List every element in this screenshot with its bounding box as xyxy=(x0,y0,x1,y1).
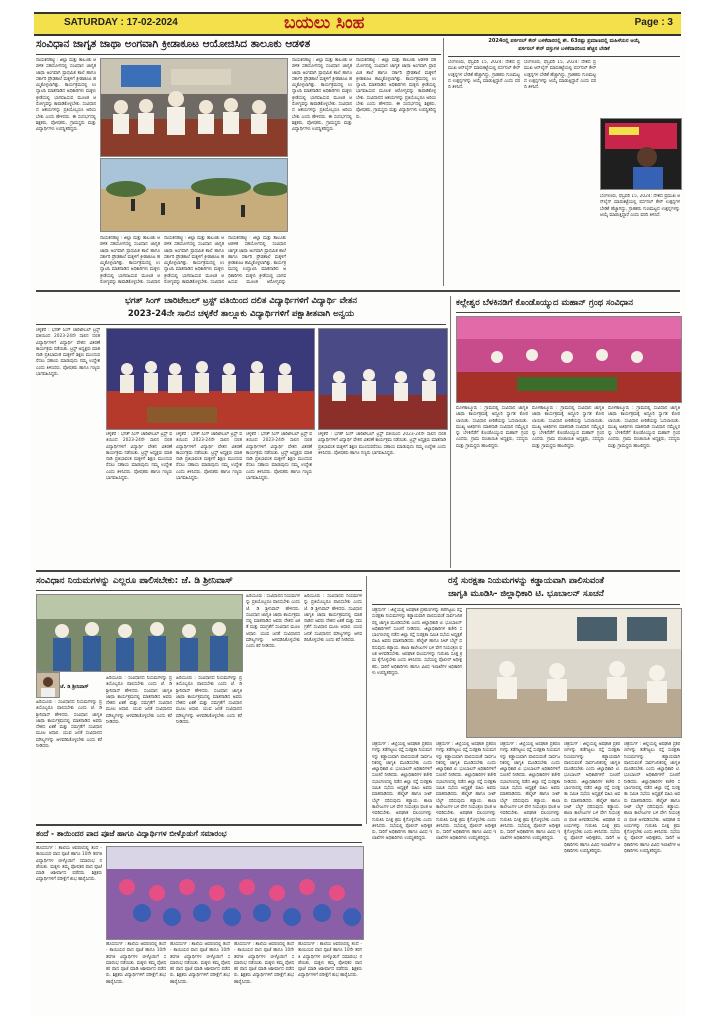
article-body-cont: ನಾಯಕನಹಟ್ಟಿ : ಜಿಲ್ಲಾ ಮತ್ತು ತಾಲೂಕು ಆಡಳಿತ ಸಹಯೋಗದಲ್ಲಿ ಸಂವಿಧಾನ ಜಾಗೃತ ಜಾಥಾ ಅಂಗವಾಗಿ ಪ್ರಾಥಮಿಕ ಶಾಲೆ ಹಾಗೂ ಸರ್ಕಾರಿ ಪ್ರೌಢಶಾಲೆ ಮಕ್ಕಳಿಗೆ ಕ್ರೀಡಾಕೂಟ ಹಮ್ಮಿಕೊಳ್ಳಲಾಗಿತ್ತು. ಕಾರ್ಯಕ್ರಮದಲ್ಲಿ ಉದ್ಘಾಟಿಸಿ ಮಾತನಾಡಿದ ಅಧಿಕಾರಿಗಳು ಮಕ್ಕಳು ಕ್ರೀಡೆಯಲ್ಲಿ ಭಾಗವಹಿಸುವ ಮೂಲಕ ಆರೋಗ್ಯವನ್ನು ಕಾಪಾಡಿಕೊಳ್ಳಬೇಕು. ಸಂವಿಧಾನದ ಆಶಯಗಳನ್ನು ಪ್ರತಿಯೊಬ್ಬರೂ ಅರಿಯಬೇಕು ಎಂದು ಹೇಳಿದರು. ಈ ಸಂದರ್ಭದಲ್ಲಿ ಶಿಕ್ಷಕರು, ಪೋಷಕರು, ಗ್ರಾಮಸ್ಥರು ಮತ್ತು ವಿದ್ಯಾರ್ಥಿಗಳು ಉಪಸ್ಥಿತರಿದ್ದರು. xyxy=(292,58,352,133)
article-body-cont: ಹೊಸದುರ್ಗ : ಶಾಲೆಯ ಆವರಣದಲ್ಲಿ ತಂದೆ - ತಾಯಿಯರ ಪಾದ ಪೂಜೆ ಹಾಗೂ 10ನೇ ತರಗತಿ ವಿದ್ಯಾರ್ಥಿಗಳ ಬೀಳ್ಕೊಡುಗೆ ಸಮಾರಂಭ ನಡೆಯಿತು. ಮಕ್ಕಳು ತಮ್ಮ ಪೋಷಕರ ಪಾದ ಪೂಜೆ ಮಾಡಿ ಆಶೀರ್ವಾದ ಪಡೆದರು. ಶಿಕ್ಷಕರು ವಿದ್ಯಾರ್ಥಿಗಳಿಗೆ ಪರೀಕ್ಷೆಗೆ ಶುಭ ಹಾರೈಸಿದರು. xyxy=(106,942,166,985)
article-body: ಮೊಳಕಾಲ್ಮೂರು : ಗ್ರಾಮದಲ್ಲಿ ಸಂವಿಧಾನ ಜಾಗೃತಿ ಜಾಥಾ ಕಾರ್ಯಕ್ರಮಕ್ಕೆ ಅದ್ದೂರಿ ಸ್ವಾಗತ ಕೋರಲಾಯಿತು. ಸಂವಿಧಾನ ಪೀಠಿಕೆಯನ್ನು ಓದಲಾಯಿತು. ಮುಖ್ಯ ಅತಿಥಿಗಳು ಮಾತನಾಡಿ ಸಂವಿಧಾನ ನಮ್ಮೆಲ್ಲರನ್ನು ಬೆಳಕಿನೆಡೆಗೆ ಕೊಂಡೊಯ್ಯುವ ಮಹಾನ್ ಗ್ರಂಥ ಎಂದರು. ಗ್ರಾಮ ಪಂಚಾಯಿತಿ ಅಧ್ಯಕ್ಷರು, ಸದಸ್ಯರು ಮತ್ತು ಗ್ರಾಮಸ್ಥರು ಹಾಜರಿದ್ದರು. xyxy=(456,406,528,449)
article-body-cont: ಹೊಸದುರ್ಗ : ಶಾಲೆಯ ಆವರಣದಲ್ಲಿ ತಂದೆ - ತಾಯಿಯರ ಪಾದ ಪೂಜೆ ಹಾಗೂ 10ನೇ ತರಗತಿ ವಿದ್ಯಾರ್ಥಿಗಳ ಬೀಳ್ಕೊಡುಗೆ ಸಮಾರಂಭ ನಡೆಯಿತು. ಮಕ್ಕಳು ತಮ್ಮ ಪೋಷಕರ ಪಾದ ಪೂಜೆ ಮಾಡಿ ಆಶೀರ್ವಾದ ಪಡೆದರು. ಶಿಕ್ಷಕರು ವಿದ್ಯಾರ್ಥಿಗಳಿಗೆ ಪರೀಕ್ಷೆಗೆ ಶುಭ ಹಾರೈಸಿದರು. xyxy=(298,942,362,979)
article-body-cont: ಹೊಸದುರ್ಗ : ಶಾಲೆಯ ಆವರಣದಲ್ಲಿ ತಂದೆ - ತಾಯಿಯರ ಪಾದ ಪೂಜೆ ಹಾಗೂ 10ನೇ ತರಗತಿ ವಿದ್ಯಾರ್ಥಿಗಳ ಬೀಳ್ಕೊಡುಗೆ ಸಮಾರಂಭ ನಡೆಯಿತು. ಮಕ್ಕಳು ತಮ್ಮ ಪೋಷಕರ ಪಾದ ಪೂಜೆ ಮಾಡಿ ಆಶೀರ್ವಾದ ಪಡೆದರು. ಶಿಕ್ಷಕರು ವಿದ್ಯಾರ್ಥಿಗಳಿಗೆ ಪರೀಕ್ಷೆಗೆ ಶುಭ ಹಾರೈಸಿದರು. xyxy=(170,942,230,985)
article-body-cont: ನಾಯಕನಹಟ್ಟಿ : ಜಿಲ್ಲಾ ಮತ್ತು ತಾಲೂಕು ಆಡಳಿತ ಸಹಯೋಗದಲ್ಲಿ ಸಂವಿಧಾನ ಜಾಗೃತ ಜಾಥಾ ಅಂಗವಾಗಿ ಪ್ರಾಥಮಿಕ ಶಾಲೆ ಹಾಗೂ ಸರ್ಕಾರಿ ಪ್ರೌಢಶಾಲೆ ಮಕ್ಕಳಿಗೆ ಕ್ರೀಡಾಕೂಟ ಹಮ್ಮಿಕೊಳ್ಳಲಾಗಿತ್ತು. ಕಾರ್ಯಕ್ರಮದಲ್ಲಿ ಉದ್ಘಾಟಿಸಿ ಮಾತನಾಡಿದ ಅಧಿಕಾರಿಗಳು ಮಕ್ಕಳು ಕ್ರೀಡೆಯಲ್ಲಿ ಭಾಗವಹಿಸುವ ಮೂಲಕ ಆರೋಗ್ಯವನ್ನು ಕಾಪಾಡಿಕೊಳ್ಳಬೇಕು. ಸಂವಿಧಾನ xyxy=(100,236,160,286)
article-body-cont: ಚಿತ್ರದುರ್ಗ : ಜಿಲ್ಲೆಯಲ್ಲಿ ಅಪಘಾತ ಪ್ರಕರಣಗಳನ್ನು ತಡೆಗಟ್ಟಲು ರಸ್ತೆ ಸುರಕ್ಷತಾ ನಿಯಮಗಳನ್ನು ಕಡ್ಡಾಯವಾಗಿ ಪಾಲಿಸುವಂತೆ ಸಾರ್ವಜನಿಕರಲ್ಲಿ ಜಾಗೃತಿ ಮೂಡಿಸಬೇಕು ಎಂದು ಜಿಲ್ಲಾಧಿಕಾರಿ ಟಿ. ಭೂಬಾಲನ್ ಅಧಿಕಾರಿಗಳಿಗೆ ಸೂಚನೆ ನೀಡಿದರು. ಜಿಲ್ಲಾಧಿಕಾರಿಗಳ ಕಚೇರಿ ಸಭಾಂಗಣದಲ್ಲಿ ನಡೆದ ಜಿಲ್ಲಾ ರಸ್ತೆ ಸುರಕ್ಷತಾ ಸಮಿತಿ ಸಭೆಯ ಅಧ್ಯಕ್ಷತೆ ವಹಿಸಿ ಅವರು ಮಾತನಾಡಿದರು. ಹೆಲ್ಮೆಟ್ ಹಾಗೂ ಸೀಟ್ ಬೆಲ್ಟ್ ಧರಿಸುವುದು ಕಡ್ಡಾಯ. ಶಾಲಾ ಕಾಲೇಜುಗಳ ಬಳಿ ವೇಗ ನಿಯಂತ್ರಣ ಫಲಕ ಅಳವಡಿಸಬೇಕು. ಅಪಘಾತ ವಲಯಗಳನ್ನು ಗುರುತಿಸಿ ಸೂಕ್ತ ಕ್ರಮ ಕೈಗೊಳ್ಳಬೇಕು ಎಂದು ತಿಳಿಸಿದರು. ಸಭೆಯಲ್ಲಿ ಪೊಲೀಸ್ ಅಧೀಕ್ಷಕರು, ಸಾರಿಗೆ ಅಧಿಕಾರಿಗಳು ಹಾಗೂ ವಿವಿಧ ಇಲಾಖೆಗಳ ಅಧಿಕಾರಿಗಳು ಉಪಸ್ಥಿತರಿದ್ದರು. xyxy=(436,742,496,842)
headline-ad-news-1: 2024ರಲ್ಲಿ ಪರ್ಸನಲ್ ಕೇರ್ ಬಳಕೆದಾರರಲ್ಲಿ ಶೇ. 63ರಷ್ಟು ಪ್ರಮಾಣದಲ್ಲಿ ಮಹಿಳೆಯರ ಆಯ್ಕೆ xyxy=(488,38,640,44)
article-body: ಚಳ್ಳಕೆರೆ : ಭಗತ್ ಸಿಂಗ್ ಚಾರಿಟೇಬಲ್ ಟ್ರಸ್ಟ್ ವತಿಯಿಂದ 2023-24ನೇ ಸಾಲಿನ ದಲಿತ ವಿದ್ಯಾರ್ಥಿಗಳಿಗೆ ವಿದ್ಯಾರ್ಥಿ ವೇತನ ವಿತರಣೆ ಕಾರ್ಯಕ್ರಮ ನಡೆಯಿತು. ಟ್ರಸ್ಟ್ ಅಧ್ಯಕ್ಷರು ಮಾತನಾಡಿ ಪ್ರತಿಭಾವಂತ ಮಕ್ಕಳಿಗೆ ಶಿಕ್ಷಣ ಮುಂದುವರೆಸಲು ಸಹಾಯ ಮಾಡುವುದು ನಮ್ಮ ಉದ್ದೇಶ ಎಂದು ತಿಳಿಸಿದರು. ಪೋಷಕರು ಹಾಗೂ ಗಣ್ಯರು ಭಾಗವಹಿಸಿದ್ದರು. xyxy=(36,328,100,378)
article-body-cont: ಚಳ್ಳಕೆರೆ : ಭಗತ್ ಸಿಂಗ್ ಚಾರಿಟೇಬಲ್ ಟ್ರಸ್ಟ್ ವತಿಯಿಂದ 2023-24ನೇ ಸಾಲಿನ ದಲಿತ ವಿದ್ಯಾರ್ಥಿಗಳಿಗೆ ವಿದ್ಯಾರ್ಥಿ ವೇತನ ವಿತರಣೆ ಕಾರ್ಯಕ್ರಮ ನಡೆಯಿತು. ಟ್ರಸ್ಟ್ ಅಧ್ಯಕ್ಷರು ಮಾತನಾಡಿ ಪ್ರತಿಭಾವಂತ ಮಕ್ಕಳಿಗೆ ಶಿಕ್ಷಣ ಮುಂದುವರೆಸಲು ಸಹಾಯ ಮಾಡುವುದು ನಮ್ಮ ಉದ್ದೇಶ ಎಂದು ತಿಳಿಸಿದರು. ಪೋಷಕರು ಹಾಗೂ ಗಣ್ಯರು ಭಾಗವಹಿಸಿದ್ದರು. xyxy=(176,432,242,482)
photo-sports-ground xyxy=(100,158,288,232)
article-body-cont: ಚಳ್ಳಕೆರೆ : ಭಗತ್ ಸಿಂಗ್ ಚಾರಿಟೇಬಲ್ ಟ್ರಸ್ಟ್ ವತಿಯಿಂದ 2023-24ನೇ ಸಾಲಿನ ದಲಿತ ವಿದ್ಯಾರ್ಥಿಗಳಿಗೆ ವಿದ್ಯಾರ್ಥಿ ವೇತನ ವಿತರಣೆ ಕಾರ್ಯಕ್ರಮ ನಡೆಯಿತು. ಟ್ರಸ್ಟ್ ಅಧ್ಯಕ್ಷರು ಮಾತನಾಡಿ ಪ್ರತಿಭಾವಂತ ಮಕ್ಕಳಿಗೆ ಶಿಕ್ಷಣ ಮುಂದುವರೆಸಲು ಸಹಾಯ ಮಾಡುವುದು ನಮ್ಮ ಉದ್ದೇಶ ಎಂದು ತಿಳಿಸಿದರು. ಪೋಷಕರು ಹಾಗೂ ಗಣ್ಯರು ಭಾಗವಹಿಸಿದ್ದರು. xyxy=(106,432,172,482)
article-body-cont: ಹಿರಿಯೂರು : ಸಂವಿಧಾನದ ನಿಯಮಗಳನ್ನು ಪ್ರತಿಯೊಬ್ಬರೂ ಪಾಲಿಸಬೇಕು ಎಂದು ಜೆ. ಡಿ ಶ್ರೀನಿವಾಸ್ ಹೇಳಿದರು. ಸಂವಿಧಾನ ಜಾಗೃತಿ ಜಾಥಾ ಕಾರ್ಯಕ್ರಮದಲ್ಲಿ ಮಾತನಾಡಿದ ಅವರು ದೇಶದ ಏಕತೆ ಮತ್ತು ಸಮಗ್ರತೆಗೆ ಸಂವಿಧಾನ ಮೂಲ ಆಧಾರ. ಯುವ ಜನತೆ ಸಂವಿಧಾನದ ಮೌಲ್ಯಗಳನ್ನು ಅಳವಡಿಸಿಕೊಳ್ಳಬೇಕು ಎಂದು ಕರೆ ನೀಡಿದರು. xyxy=(106,676,172,726)
headline-raste-suraksha-1: ರಸ್ತೆ ಸುರಕ್ಷತಾ ನಿಯಮಗಳನ್ನು ಕಡ್ಡಾಯವಾಗಿ ಪಾಲಿಸುವಂತೆ xyxy=(448,576,604,586)
photo-woman-with-product-banner xyxy=(600,118,682,190)
divider xyxy=(456,312,680,313)
article-body-cont: ನಾಯಕನಹಟ್ಟಿ : ಜಿಲ್ಲಾ ಮತ್ತು ತಾಲೂಕು ಆಡಳಿತ ಸಹಯೋಗದಲ್ಲಿ ಸಂವಿಧಾನ ಜಾಗೃತ ಜಾಥಾ ಅಂಗವಾಗಿ ಪ್ರಾಥಮಿಕ ಶಾಲೆ ಹಾಗೂ ಸರ್ಕಾರಿ ಪ್ರೌಢಶಾಲೆ ಮಕ್ಕಳಿಗೆ ಕ್ರೀಡಾಕೂಟ ಹಮ್ಮಿಕೊಳ್ಳಲಾಗಿತ್ತು. ಕಾರ್ಯಕ್ರಮದಲ್ಲಿ ಉದ್ಘಾಟಿಸಿ ಮಾತನಾಡಿದ ಅಧಿಕಾರಿಗಳು ಮಕ್ಕಳು ಕ್ರೀಡೆಯಲ್ಲಿ ಭಾಗವಹಿಸುವ ಮೂಲಕ ಆರೋಗ್ಯವನ್ನು ಕಾಪಾಡಿಕೊಳ್ಳಬೇಕು. ಸಂವಿಧಾನದ ಆಶಯಗಳನ್ನು ಪ್ರತಿಯೊಬ್ಬರೂ ಅರಿಯಬೇಕು ಎಂದು ಹೇಳಿದರು. ಈ ಸಂದರ್ಭದಲ್ಲಿ ಶಿಕ್ಷಕರು, ಪೋಷಕರು, ಗ್ರಾಮಸ್ಥರು ಮತ್ತು ವಿದ್ಯಾರ್ಥಿಗಳು ಉಪಸ್ಥಿತರಿದ್ದರು. xyxy=(356,58,436,120)
headline-srinivas: ಸಂವಿಧಾನ ನಿಯಮಗಳನ್ನು ಎಲ್ಲರೂ ಪಾಲಿಸಬೇಕು: ಜೆ. ಡಿ ಶ್ರೀನಿವಾಸ್ xyxy=(36,576,233,586)
newspaper-title: ಬಯಲು ಸಿಂಹ xyxy=(284,13,365,33)
article-body: ನಾಯಕನಹಟ್ಟಿ : ಜಿಲ್ಲಾ ಮತ್ತು ತಾಲೂಕು ಆಡಳಿತ ಸಹಯೋಗದಲ್ಲಿ ಸಂವಿಧಾನ ಜಾಗೃತ ಜಾಥಾ ಅಂಗವಾಗಿ ಪ್ರಾಥಮಿಕ ಶಾಲೆ ಹಾಗೂ ಸರ್ಕಾರಿ ಪ್ರೌಢಶಾಲೆ ಮಕ್ಕಳಿಗೆ ಕ್ರೀಡಾಕೂಟ ಹಮ್ಮಿಕೊಳ್ಳಲಾಗಿತ್ತು. ಕಾರ್ಯಕ್ರಮದಲ್ಲಿ ಉದ್ಘಾಟಿಸಿ ಮಾತನಾಡಿದ ಅಧಿಕಾರಿಗಳು ಮಕ್ಕಳು ಕ್ರೀಡೆಯಲ್ಲಿ ಭಾಗವಹಿಸುವ ಮೂಲಕ ಆರೋಗ್ಯವನ್ನು ಕಾಪಾಡಿಕೊಳ್ಳಬೇಕು. ಸಂವಿಧಾನದ ಆಶಯಗಳನ್ನು ಪ್ರತಿಯೊಬ್ಬರೂ ಅರಿಯಬೇಕು ಎಂದು ಹೇಳಿದರು. ಈ ಸಂದರ್ಭದಲ್ಲಿ ಶಿಕ್ಷಕರು, ಪೋಷಕರು, ಗ್ರಾಮಸ್ಥರು ಮತ್ತು ವಿದ್ಯಾರ್ಥಿಗಳು ಉಪಸ್ಥಿತರಿದ್ದರು. xyxy=(36,58,96,133)
headline-ad-news-2: ಪರ್ಸನಲ್ ಕೇರ್ ವಸ್ತುಗಳ ಬಳಕೆದಾರರಿಂದ ಹೆಚ್ಚಿನ ಬೇಡಿಕೆ xyxy=(518,46,610,52)
photo-road-safety-meeting xyxy=(466,608,682,738)
article-body-cont: ಚಿತ್ರದುರ್ಗ : ಜಿಲ್ಲೆಯಲ್ಲಿ ಅಪಘಾತ ಪ್ರಕರಣಗಳನ್ನು ತಡೆಗಟ್ಟಲು ರಸ್ತೆ ಸುರಕ್ಷತಾ ನಿಯಮಗಳನ್ನು ಕಡ್ಡಾಯವಾಗಿ ಪಾಲಿಸುವಂತೆ ಸಾರ್ವಜನಿಕರಲ್ಲಿ ಜಾಗೃತಿ ಮೂಡಿಸಬೇಕು ಎಂದು ಜಿಲ್ಲಾಧಿಕಾರಿ ಟಿ. ಭೂಬಾಲನ್ ಅಧಿಕಾರಿಗಳಿಗೆ ಸೂಚನೆ ನೀಡಿದರು. ಜಿಲ್ಲಾಧಿಕಾರಿಗಳ ಕಚೇರಿ ಸಭಾಂಗಣದಲ್ಲಿ ನಡೆದ ಜಿಲ್ಲಾ ರಸ್ತೆ ಸುರಕ್ಷತಾ ಸಮಿತಿ ಸಭೆಯ ಅಧ್ಯಕ್ಷತೆ ವಹಿಸಿ ಅವರು ಮಾತನಾಡಿದರು. ಹೆಲ್ಮೆಟ್ ಹಾಗೂ ಸೀಟ್ ಬೆಲ್ಟ್ ಧರಿಸುವುದು ಕಡ್ಡಾಯ. ಶಾಲಾ ಕಾಲೇಜುಗಳ ಬಳಿ ವೇಗ ನಿಯಂತ್ರಣ ಫಲಕ ಅಳವಡಿಸಬೇಕು. ಅಪಘಾತ ವಲಯಗಳನ್ನು ಗುರುತಿಸಿ ಸೂಕ್ತ ಕ್ರಮ ಕೈಗೊಳ್ಳಬೇಕು ಎಂದು ತಿಳಿಸಿದರು. ಸಭೆಯಲ್ಲಿ ಪೊಲೀಸ್ ಅಧೀಕ್ಷಕರು, ಸಾರಿಗೆ ಅಧಿಕಾರಿಗಳು ಹಾಗೂ ವಿವಿಧ ಇಲಾಖೆಗಳ ಅಧಿಕಾರಿಗಳು ಉಪಸ್ಥಿತರಿದ್ದರು. xyxy=(564,742,620,855)
article-body-cont: ನಾಯಕನಹಟ್ಟಿ : ಜಿಲ್ಲಾ ಮತ್ತು ತಾಲೂಕು ಆಡಳಿತ ಸಹಯೋಗದಲ್ಲಿ ಸಂವಿಧಾನ ಜಾಗೃತ ಜಾಥಾ ಅಂಗವಾಗಿ ಪ್ರಾಥಮಿಕ ಶಾಲೆ ಹಾಗೂ ಸರ್ಕಾರಿ ಪ್ರೌಢಶಾಲೆ ಮಕ್ಕಳಿಗೆ ಕ್ರೀಡಾಕೂಟ ಹಮ್ಮಿಕೊಳ್ಳಲಾಗಿತ್ತು. ಕಾರ್ಯಕ್ರಮದಲ್ಲಿ ಉದ್ಘಾಟಿಸಿ ಮಾತನಾಡಿದ ಅಧಿಕಾರಿಗಳು ಮಕ್ಕಳು ಕ್ರೀಡೆಯಲ್ಲಿ ಭಾಗವಹಿಸುವ ಮೂಲಕ ಆರೋಗ್ಯವನ್ನು ಕಾಪಾಡಿಕೊಳ್ಳಬೇಕು. ಸಂವಿಧಾನ xyxy=(164,236,224,286)
divider xyxy=(36,324,446,325)
photo-caption: ಜೆ. ಡಿ ಶ್ರೀನಿವಾಸ್ xyxy=(60,684,89,690)
article-body-cont: ಮೊಳಕಾಲ್ಮೂರು : ಗ್ರಾಮದಲ್ಲಿ ಸಂವಿಧಾನ ಜಾಗೃತಿ ಜಾಥಾ ಕಾರ್ಯಕ್ರಮಕ್ಕೆ ಅದ್ದೂರಿ ಸ್ವಾಗತ ಕೋರಲಾಯಿತು. ಸಂವಿಧಾನ ಪೀಠಿಕೆಯನ್ನು ಓದಲಾಯಿತು. ಮುಖ್ಯ ಅತಿಥಿಗಳು ಮಾತನಾಡಿ ಸಂವಿಧಾನ ನಮ್ಮೆಲ್ಲರನ್ನು ಬೆಳಕಿನೆಡೆಗೆ ಕೊಂಡೊಯ್ಯುವ ಮಹಾನ್ ಗ್ರಂಥ ಎಂದರು. ಗ್ರಾಮ ಪಂಚಾಯಿತಿ ಅಧ್ಯಕ್ಷರು, ಸದಸ್ಯರು ಮತ್ತು ಗ್ರಾಮಸ್ಥರು ಹಾಜರಿದ್ದರು. xyxy=(608,406,680,449)
article-body-cont: ಹಿರಿಯೂರು : ಸಂವಿಧಾನದ ನಿಯಮಗಳನ್ನು ಪ್ರತಿಯೊಬ್ಬರೂ ಪಾಲಿಸಬೇಕು ಎಂದು ಜೆ. ಡಿ ಶ್ರೀನಿವಾಸ್ ಹೇಳಿದರು. ಸಂವಿಧಾನ ಜಾಗೃತಿ ಜಾಥಾ ಕಾರ್ಯಕ್ರಮದಲ್ಲಿ ಮಾತನಾಡಿದ ಅವರು ದೇಶದ ಏಕತೆ ಮತ್ತು ಸಮಗ್ರತೆಗೆ ಸಂವಿಧಾನ ಮೂಲ ಆಧಾರ. ಯುವ ಜನತೆ ಸಂವಿಧಾನದ ಮೌಲ್ಯಗಳನ್ನು ಅಳವಡಿಸಿಕೊಳ್ಳಬೇಕು ಎಂದು ಕರೆ ನೀಡಿದರು. xyxy=(246,594,300,650)
headline-bhagath-singh-1: ಭಗತ್ ಸಿಂಗ್ ಚಾರಿಟೇಬಲ್ ಟ್ರಸ್ಟ್ ವತಿಯಿಂದ ದಲಿತ ವಿದ್ಯಾರ್ಥಿಗಳಿಗೆ ವಿದ್ಯಾರ್ಥಿ ವೇತನ xyxy=(125,296,357,306)
masthead xyxy=(34,12,681,36)
article-body-cont: ಹೊಸದುರ್ಗ : ಶಾಲೆಯ ಆವರಣದಲ್ಲಿ ತಂದೆ - ತಾಯಿಯರ ಪಾದ ಪೂಜೆ ಹಾಗೂ 10ನೇ ತರಗತಿ ವಿದ್ಯಾರ್ಥಿಗಳ ಬೀಳ್ಕೊಡುಗೆ ಸಮಾರಂಭ ನಡೆಯಿತು. ಮಕ್ಕಳು ತಮ್ಮ ಪೋಷಕರ ಪಾದ ಪೂಜೆ ಮಾಡಿ ಆಶೀರ್ವಾದ ಪಡೆದರು. ಶಿಕ್ಷಕರು ವಿದ್ಯಾರ್ಥಿಗಳಿಗೆ ಪರೀಕ್ಷೆಗೆ ಶುಭ ಹಾರೈಸಿದರು. xyxy=(234,942,294,985)
newspaper-page xyxy=(30,8,685,1016)
article-body: ಹಿರಿಯೂರು : ಸಂವಿಧಾನದ ನಿಯಮಗಳನ್ನು ಪ್ರತಿಯೊಬ್ಬರೂ ಪಾಲಿಸಬೇಕು ಎಂದು ಜೆ. ಡಿ ಶ್ರೀನಿವಾಸ್ ಹೇಳಿದರು. ಸಂವಿಧಾನ ಜಾಗೃತಿ ಜಾಥಾ ಕಾರ್ಯಕ್ರಮದಲ್ಲಿ ಮಾತನಾಡಿದ ಅವರು ದೇಶದ ಏಕತೆ ಮತ್ತು ಸಮಗ್ರತೆಗೆ ಸಂವಿಧಾನ ಮೂಲ ಆಧಾರ. ಯುವ ಜನತೆ ಸಂವಿಧಾನದ ಮೌಲ್ಯಗಳನ್ನು ಅಳವಡಿಸಿಕೊಳ್ಳಬೇಕು ಎಂದು ಕರೆ ನೀಡಿದರು. xyxy=(36,700,102,750)
article-body-cont: ಮೊಳಕಾಲ್ಮೂರು : ಗ್ರಾಮದಲ್ಲಿ ಸಂವಿಧಾನ ಜಾಗೃತಿ ಜಾಥಾ ಕಾರ್ಯಕ್ರಮಕ್ಕೆ ಅದ್ದೂರಿ ಸ್ವಾಗತ ಕೋರಲಾಯಿತು. ಸಂವಿಧಾನ ಪೀಠಿಕೆಯನ್ನು ಓದಲಾಯಿತು. ಮುಖ್ಯ ಅತಿಥಿಗಳು ಮಾತನಾಡಿ ಸಂವಿಧಾನ ನಮ್ಮೆಲ್ಲರನ್ನು ಬೆಳಕಿನೆಡೆಗೆ ಕೊಂಡೊಯ್ಯುವ ಮಹಾನ್ ಗ್ರಂಥ ಎಂದರು. ಗ್ರಾಮ ಪಂಚಾಯಿತಿ ಅಧ್ಯಕ್ಷರು, ಸದಸ್ಯರು ಮತ್ತು ಗ್ರಾಮಸ್ಥರು ಹಾಜರಿದ್ದರು. xyxy=(532,406,604,449)
article-body: ಚಿತ್ರದುರ್ಗ : ಜಿಲ್ಲೆಯಲ್ಲಿ ಅಪಘಾತ ಪ್ರಕರಣಗಳನ್ನು ತಡೆಗಟ್ಟಲು ರಸ್ತೆ ಸುರಕ್ಷತಾ ನಿಯಮಗಳನ್ನು ಕಡ್ಡಾಯವಾಗಿ ಪಾಲಿಸುವಂತೆ ಸಾರ್ವಜನಿಕರಲ್ಲಿ ಜಾಗೃತಿ ಮೂಡಿಸಬೇಕು ಎಂದು ಜಿಲ್ಲಾಧಿಕಾರಿ ಟಿ. ಭೂಬಾಲನ್ ಅಧಿಕಾರಿಗಳಿಗೆ ಸೂಚನೆ ನೀಡಿದರು. ಜಿಲ್ಲಾಧಿಕಾರಿಗಳ ಕಚೇರಿ ಸಭಾಂಗಣದಲ್ಲಿ ನಡೆದ ಜಿಲ್ಲಾ ರಸ್ತೆ ಸುರಕ್ಷತಾ ಸಮಿತಿ ಸಭೆಯ ಅಧ್ಯಕ್ಷತೆ ವಹಿಸಿ ಅವರು ಮಾತನಾಡಿದರು. ಹೆಲ್ಮೆಟ್ ಹಾಗೂ ಸೀಟ್ ಬೆಲ್ಟ್ ಧರಿಸುವುದು ಕಡ್ಡಾಯ. ಶಾಲಾ ಕಾಲೇಜುಗಳ ಬಳಿ ವೇಗ ನಿಯಂತ್ರಣ ಫಲಕ ಅಳವಡಿಸಬೇಕು. ಅಪಘಾತ ವಲಯಗಳನ್ನು ಗುರುತಿಸಿ ಸೂಕ್ತ ಕ್ರಮ ಕೈಗೊಳ್ಳಬೇಕು ಎಂದು ತಿಳಿಸಿದರು. ಸಭೆಯಲ್ಲಿ ಪೊಲೀಸ್ ಅಧೀಕ್ಷಕರು, ಸಾರಿಗೆ ಅಧಿಕಾರಿಗಳು ಹಾಗೂ ವಿವಿಧ ಇಲಾಖೆಗಳ ಅಧಿಕಾರಿಗಳು ಉಪಸ್ಥಿತರಿದ್ದರು. xyxy=(372,608,462,676)
divider xyxy=(372,604,680,605)
article-body: ಹೊಸದುರ್ಗ : ಶಾಲೆಯ ಆವರಣದಲ್ಲಿ ತಂದೆ - ತಾಯಿಯರ ಪಾದ ಪೂಜೆ ಹಾಗೂ 10ನೇ ತರಗತಿ ವಿದ್ಯಾರ್ಥಿಗಳ ಬೀಳ್ಕೊಡುಗೆ ಸಮಾರಂಭ ನಡೆಯಿತು. ಮಕ್ಕಳು ತಮ್ಮ ಪೋಷಕರ ಪಾದ ಪೂಜೆ ಮಾಡಿ ಆಶೀರ್ವಾದ ಪಡೆದರು. ಶಿಕ್ಷಕರು ವಿದ್ಯಾರ್ಥಿಗಳಿಗೆ ಪರೀಕ್ಷೆಗೆ ಶುಭ ಹಾರೈಸಿದರು. xyxy=(36,846,102,883)
column-divider xyxy=(366,576,367,824)
ad-news-body-cont: ಬೆಂಗಳೂರು, ಫೆಬ್ರವರಿ 15, 2024: ದೇಶದ ಪ್ರಮುಖ ಆನ್‌ಲೈನ್ ಮಾರುಕಟ್ಟೆಯಲ್ಲಿ ಪರ್ಸನಲ್ ಕೇರ್ ಉತ್ಪನ್ನಗಳ ಬೇಡಿಕೆ ಹೆಚ್ಚಾಗಿದ್ದು, ಗ್ರಾಹಕರು ಗುಣಮಟ್ಟದ ಉತ್ಪನ್ನಗಳನ್ನು ಆಯ್ಕೆ ಮಾಡುತ್ತಿದ್ದಾರೆ ಎಂದು ವರದಿ ತಿಳಿಸಿದೆ. xyxy=(524,60,596,91)
article-body-cont: ಚಳ್ಳಕೆರೆ : ಭಗತ್ ಸಿಂಗ್ ಚಾರಿಟೇಬಲ್ ಟ್ರಸ್ಟ್ ವತಿಯಿಂದ 2023-24ನೇ ಸಾಲಿನ ದಲಿತ ವಿದ್ಯಾರ್ಥಿಗಳಿಗೆ ವಿದ್ಯಾರ್ಥಿ ವೇತನ ವಿತರಣೆ ಕಾರ್ಯಕ್ರಮ ನಡೆಯಿತು. ಟ್ರಸ್ಟ್ ಅಧ್ಯಕ್ಷರು ಮಾತನಾಡಿ ಪ್ರತಿಭಾವಂತ ಮಕ್ಕಳಿಗೆ ಶಿಕ್ಷಣ ಮುಂದುವರೆಸಲು ಸಹಾಯ ಮಾಡುವುದು ನಮ್ಮ ಉದ್ದೇಶ ಎಂದು ತಿಳಿಸಿದರು. ಪೋಷಕರು ಹಾಗೂ ಗಣ್ಯರು ಭಾಗವಹಿಸಿದ್ದರು. xyxy=(318,432,446,456)
divider xyxy=(36,842,362,843)
ad-news-body-cont: ಬೆಂಗಳೂರು, ಫೆಬ್ರವರಿ 15, 2024: ದೇಶದ ಪ್ರಮುಖ ಆನ್‌ಲೈನ್ ಮಾರುಕಟ್ಟೆಯಲ್ಲಿ ಪರ್ಸನಲ್ ಕೇರ್ ಉತ್ಪನ್ನಗಳ ಬೇಡಿಕೆ ಹೆಚ್ಚಾಗಿದ್ದು, ಗ್ರಾಹಕರು ಗುಣಮಟ್ಟದ ಉತ್ಪನ್ನಗಳನ್ನು ಆಯ್ಕೆ ಮಾಡುತ್ತಿದ್ದಾರೆ ಎಂದು ವರದಿ ತಿಳಿಸಿದೆ. xyxy=(600,194,680,218)
article-body-cont: ನಾಯಕನಹಟ್ಟಿ : ಜಿಲ್ಲಾ ಮತ್ತು ತಾಲೂಕು ಆಡಳಿತ ಸಹಯೋಗದಲ್ಲಿ ಸಂವಿಧಾನ ಜಾಗೃತ ಜಾಥಾ ಅಂಗವಾಗಿ ಪ್ರಾಥಮಿಕ ಶಾಲೆ ಹಾಗೂ ಸರ್ಕಾರಿ ಪ್ರೌಢಶಾಲೆ ಮಕ್ಕಳಿಗೆ ಕ್ರೀಡಾಕೂಟ ಹಮ್ಮಿಕೊಳ್ಳಲಾಗಿತ್ತು. ಕಾರ್ಯಕ್ರಮದಲ್ಲಿ ಉದ್ಘಾಟಿಸಿ ಮಾತನಾಡಿದ ಅಧಿಕಾರಿಗಳು ಮಕ್ಕಳು ಕ್ರೀಡೆಯಲ್ಲಿ ಭಾಗವಹಿಸುವ ಮೂಲಕ ಆರೋಗ್ಯವನ್ನು xyxy=(228,236,286,286)
divider xyxy=(448,56,680,57)
photo-samvidhana-event-stage xyxy=(456,316,682,403)
headline-samvidhana-jagrutha: ಸಂವಿಧಾನ ಜಾಗೃತ ಜಾಥಾ ಅಂಗವಾಗಿ ಕ್ರೀಡಾಕೂಟ ಆಯೋಜಿಸಿದ ತಾಲೂಕು ಆಡಳಿತ xyxy=(36,38,311,50)
photo-scholarship-stage xyxy=(106,328,315,430)
photo-jatha-crowd xyxy=(36,594,243,672)
headline-raste-suraksha-2: ಜಾಗೃತಿ ಮೂಡಿಸಿ- ಜಿಲ್ಲಾಧಿಕಾರಿ ಟಿ. ಭೂಬಾಲನ್ ಸೂಚನೆ xyxy=(448,589,604,599)
issue-date: SATURDAY : 17-02-2024 xyxy=(64,17,178,28)
article-body-cont: ಹಿರಿಯೂರು : ಸಂವಿಧಾನದ ನಿಯಮಗಳನ್ನು ಪ್ರತಿಯೊಬ್ಬರೂ ಪಾಲಿಸಬೇಕು ಎಂದು ಜೆ. ಡಿ ಶ್ರೀನಿವಾಸ್ ಹೇಳಿದರು. ಸಂವಿಧಾನ ಜಾಗೃತಿ ಜಾಥಾ ಕಾರ್ಯಕ್ರಮದಲ್ಲಿ ಮಾತನಾಡಿದ ಅವರು ದೇಶದ ಏಕತೆ ಮತ್ತು ಸಮಗ್ರತೆಗೆ ಸಂವಿಧಾನ ಮೂಲ ಆಧಾರ. ಯುವ ಜನತೆ ಸಂವಿಧಾನದ ಮೌಲ್ಯಗಳನ್ನು ಅಳವಡಿಸಿಕೊಳ್ಳಬೇಕು ಎಂದು ಕರೆ ನೀಡಿದರು. xyxy=(304,594,362,644)
section-rule xyxy=(36,290,680,292)
column-divider xyxy=(443,38,444,286)
divider xyxy=(36,54,441,55)
divider xyxy=(36,590,362,591)
section-rule xyxy=(36,824,362,826)
article-body-cont: ಚಿತ್ರದುರ್ಗ : ಜಿಲ್ಲೆಯಲ್ಲಿ ಅಪಘಾತ ಪ್ರಕರಣಗಳನ್ನು ತಡೆಗಟ್ಟಲು ರಸ್ತೆ ಸುರಕ್ಷತಾ ನಿಯಮಗಳನ್ನು ಕಡ್ಡಾಯವಾಗಿ ಪಾಲಿಸುವಂತೆ ಸಾರ್ವಜನಿಕರಲ್ಲಿ ಜಾಗೃತಿ ಮೂಡಿಸಬೇಕು ಎಂದು ಜಿಲ್ಲಾಧಿಕಾರಿ ಟಿ. ಭೂಬಾಲನ್ ಅಧಿಕಾರಿಗಳಿಗೆ ಸೂಚನೆ ನೀಡಿದರು. ಜಿಲ್ಲಾಧಿಕಾರಿಗಳ ಕಚೇರಿ ಸಭಾಂಗಣದಲ್ಲಿ ನಡೆದ ಜಿಲ್ಲಾ ರಸ್ತೆ ಸುರಕ್ಷತಾ ಸಮಿತಿ ಸಭೆಯ ಅಧ್ಯಕ್ಷತೆ ವಹಿಸಿ ಅವರು ಮಾತನಾಡಿದರು. ಹೆಲ್ಮೆಟ್ ಹಾಗೂ ಸೀಟ್ ಬೆಲ್ಟ್ ಧರಿಸುವುದು ಕಡ್ಡಾಯ. ಶಾಲಾ ಕಾಲೇಜುಗಳ ಬಳಿ ವೇಗ ನಿಯಂತ್ರಣ ಫಲಕ ಅಳವಡಿಸಬೇಕು. ಅಪಘಾತ ವಲಯಗಳನ್ನು ಗುರುತಿಸಿ ಸೂಕ್ತ ಕ್ರಮ ಕೈಗೊಳ್ಳಬೇಕು ಎಂದು ತಿಳಿಸಿದರು. ಸಭೆಯಲ್ಲಿ ಪೊಲೀಸ್ ಅಧೀಕ್ಷಕರು, ಸಾರಿಗೆ ಅಧಿಕಾರಿಗಳು ಹಾಗೂ ವಿವಿಧ ಇಲಾಖೆಗಳ ಅಧಿಕಾರಿಗಳು ಉಪಸ್ಥಿತರಿದ್ದರು. xyxy=(624,742,680,855)
headline-tande-tayi: ತಂದೆ - ತಾಯಿಂದರ ಪಾದ ಪೂಜೆ ಹಾಗೂ ವಿದ್ಯಾರ್ಥಿಗಳ ಬೀಳ್ಕೊಡುಗೆ ಸಮಾರಂಭ xyxy=(36,829,227,838)
photo-dignitaries-on-stage xyxy=(100,58,288,157)
article-body-cont: ಚಳ್ಳಕೆರೆ : ಭಗತ್ ಸಿಂಗ್ ಚಾರಿಟೇಬಲ್ ಟ್ರಸ್ಟ್ ವತಿಯಿಂದ 2023-24ನೇ ಸಾಲಿನ ದಲಿತ ವಿದ್ಯಾರ್ಥಿಗಳಿಗೆ ವಿದ್ಯಾರ್ಥಿ ವೇತನ ವಿತರಣೆ ಕಾರ್ಯಕ್ರಮ ನಡೆಯಿತು. ಟ್ರಸ್ಟ್ ಅಧ್ಯಕ್ಷರು ಮಾತನಾಡಿ ಪ್ರತಿಭಾವಂತ ಮಕ್ಕಳಿಗೆ ಶಿಕ್ಷಣ ಮುಂದುವರೆಸಲು ಸಹಾಯ ಮಾಡುವುದು ನಮ್ಮ ಉದ್ದೇಶ ಎಂದು ತಿಳಿಸಿದರು. ಪೋಷಕರು ಹಾಗೂ ಗಣ್ಯರು ಭಾಗವಹಿಸಿದ್ದರು. xyxy=(246,432,312,482)
article-body-cont: ಚಿತ್ರದುರ್ಗ : ಜಿಲ್ಲೆಯಲ್ಲಿ ಅಪಘಾತ ಪ್ರಕರಣಗಳನ್ನು ತಡೆಗಟ್ಟಲು ರಸ್ತೆ ಸುರಕ್ಷತಾ ನಿಯಮಗಳನ್ನು ಕಡ್ಡಾಯವಾಗಿ ಪಾಲಿಸುವಂತೆ ಸಾರ್ವಜನಿಕರಲ್ಲಿ ಜಾಗೃತಿ ಮೂಡಿಸಬೇಕು ಎಂದು ಜಿಲ್ಲಾಧಿಕಾರಿ ಟಿ. ಭೂಬಾಲನ್ ಅಧಿಕಾರಿಗಳಿಗೆ ಸೂಚನೆ ನೀಡಿದರು. ಜಿಲ್ಲಾಧಿಕಾರಿಗಳ ಕಚೇರಿ ಸಭಾಂಗಣದಲ್ಲಿ ನಡೆದ ಜಿಲ್ಲಾ ರಸ್ತೆ ಸುರಕ್ಷತಾ ಸಮಿತಿ ಸಭೆಯ ಅಧ್ಯಕ್ಷತೆ ವಹಿಸಿ ಅವರು ಮಾತನಾಡಿದರು. ಹೆಲ್ಮೆಟ್ ಹಾಗೂ ಸೀಟ್ ಬೆಲ್ಟ್ ಧರಿಸುವುದು ಕಡ್ಡಾಯ. ಶಾಲಾ ಕಾಲೇಜುಗಳ ಬಳಿ ವೇಗ ನಿಯಂತ್ರಣ ಫಲಕ ಅಳವಡಿಸಬೇಕು. ಅಪಘಾತ ವಲಯಗಳನ್ನು ಗುರುತಿಸಿ ಸೂಕ್ತ ಕ್ರಮ ಕೈಗೊಳ್ಳಬೇಕು ಎಂದು ತಿಳಿಸಿದರು. ಸಭೆಯಲ್ಲಿ ಪೊಲೀಸ್ ಅಧೀಕ್ಷಕರು, ಸಾರಿಗೆ ಅಧಿಕಾರಿಗಳು ಹಾಗೂ ವಿವಿಧ ಇಲಾಖೆಗಳ ಅಧಿಕಾರಿಗಳು ಉಪಸ್ಥಿತರಿದ್ದರು. xyxy=(500,742,560,842)
section-rule xyxy=(36,570,680,572)
article-body-cont: ಹಿರಿಯೂರು : ಸಂವಿಧಾನದ ನಿಯಮಗಳನ್ನು ಪ್ರತಿಯೊಬ್ಬರೂ ಪಾಲಿಸಬೇಕು ಎಂದು ಜೆ. ಡಿ ಶ್ರೀನಿವಾಸ್ ಹೇಳಿದರು. ಸಂವಿಧಾನ ಜಾಗೃತಿ ಜಾಥಾ ಕಾರ್ಯಕ್ರಮದಲ್ಲಿ ಮಾತನಾಡಿದ ಅವರು ದೇಶದ ಏಕತೆ ಮತ್ತು ಸಮಗ್ರತೆಗೆ ಸಂವಿಧಾನ ಮೂಲ ಆಧಾರ. ಯುವ ಜನತೆ ಸಂವಿಧಾನದ ಮೌಲ್ಯಗಳನ್ನು ಅಳವಡಿಸಿಕೊಳ್ಳಬೇಕು ಎಂದು ಕರೆ ನೀಡಿದರು. xyxy=(176,676,242,726)
ad-news-body: ಬೆಂಗಳೂರು, ಫೆಬ್ರವರಿ 15, 2024: ದೇಶದ ಪ್ರಮುಖ ಆನ್‌ಲೈನ್ ಮಾರುಕಟ್ಟೆಯಲ್ಲಿ ಪರ್ಸನಲ್ ಕೇರ್ ಉತ್ಪನ್ನಗಳ ಬೇಡಿಕೆ ಹೆಚ್ಚಾಗಿದ್ದು, ಗ್ರಾಹಕರು ಗುಣಮಟ್ಟದ ಉತ್ಪನ್ನಗಳನ್ನು ಆಯ್ಕೆ ಮಾಡುತ್ತಿದ್ದಾರೆ ಎಂದು ವರದಿ ತಿಳಿಸಿದೆ. xyxy=(448,60,520,91)
column-divider xyxy=(450,296,451,568)
article-body-cont: ಚಿತ್ರದುರ್ಗ : ಜಿಲ್ಲೆಯಲ್ಲಿ ಅಪಘಾತ ಪ್ರಕರಣಗಳನ್ನು ತಡೆಗಟ್ಟಲು ರಸ್ತೆ ಸುರಕ್ಷತಾ ನಿಯಮಗಳನ್ನು ಕಡ್ಡಾಯವಾಗಿ ಪಾಲಿಸುವಂತೆ ಸಾರ್ವಜನಿಕರಲ್ಲಿ ಜಾಗೃತಿ ಮೂಡಿಸಬೇಕು ಎಂದು ಜಿಲ್ಲಾಧಿಕಾರಿ ಟಿ. ಭೂಬಾಲನ್ ಅಧಿಕಾರಿಗಳಿಗೆ ಸೂಚನೆ ನೀಡಿದರು. ಜಿಲ್ಲಾಧಿಕಾರಿಗಳ ಕಚೇರಿ ಸಭಾಂಗಣದಲ್ಲಿ ನಡೆದ ಜಿಲ್ಲಾ ರಸ್ತೆ ಸುರಕ್ಷತಾ ಸಮಿತಿ ಸಭೆಯ ಅಧ್ಯಕ್ಷತೆ ವಹಿಸಿ ಅವರು ಮಾತನಾಡಿದರು. ಹೆಲ್ಮೆಟ್ ಹಾಗೂ ಸೀಟ್ ಬೆಲ್ಟ್ ಧರಿಸುವುದು ಕಡ್ಡಾಯ. ಶಾಲಾ ಕಾಲೇಜುಗಳ ಬಳಿ ವೇಗ ನಿಯಂತ್ರಣ ಫಲಕ ಅಳವಡಿಸಬೇಕು. ಅಪಘಾತ ವಲಯಗಳನ್ನು ಗುರುತಿಸಿ ಸೂಕ್ತ ಕ್ರಮ ಕೈಗೊಳ್ಳಬೇಕು ಎಂದು ತಿಳಿಸಿದರು. ಸಭೆಯಲ್ಲಿ ಪೊಲೀಸ್ ಅಧೀಕ್ಷಕರು, ಸಾರಿಗೆ ಅಧಿಕಾರಿಗಳು ಹಾಗೂ ವಿವಿಧ ಇಲಾಖೆಗಳ ಅಧಿಕಾರಿಗಳು ಉಪಸ್ಥಿತರಿದ್ದರು. xyxy=(372,742,432,842)
photo-students-with-parents xyxy=(106,846,364,940)
photo-guests-seated xyxy=(318,328,448,430)
headline-bhagath-singh-2: 2023-24ನೇ ಸಾಲಿನ ಚಳ್ಳಕೆರೆ ತಾಲ್ಲೂಕು ವಿದ್ಯಾರ್ಥಿಗಳಿಗೆ ಪಕ್ಷಾತೀತವಾಗಿ ಅನ್ವಯ xyxy=(127,309,355,319)
photo-portrait-inset xyxy=(36,672,60,698)
headline-kalleshwar: ಕಲ್ಲೇಶ್ವರ ಬೆಳಕಿನಡಿಗೆ ಕೊಂಡೊಯ್ಯುದ ಮಹಾನ್ ಗ್ರಂಥ ಸಂವಿಧಾನ xyxy=(456,298,634,308)
page-number: Page : 3 xyxy=(634,17,673,28)
